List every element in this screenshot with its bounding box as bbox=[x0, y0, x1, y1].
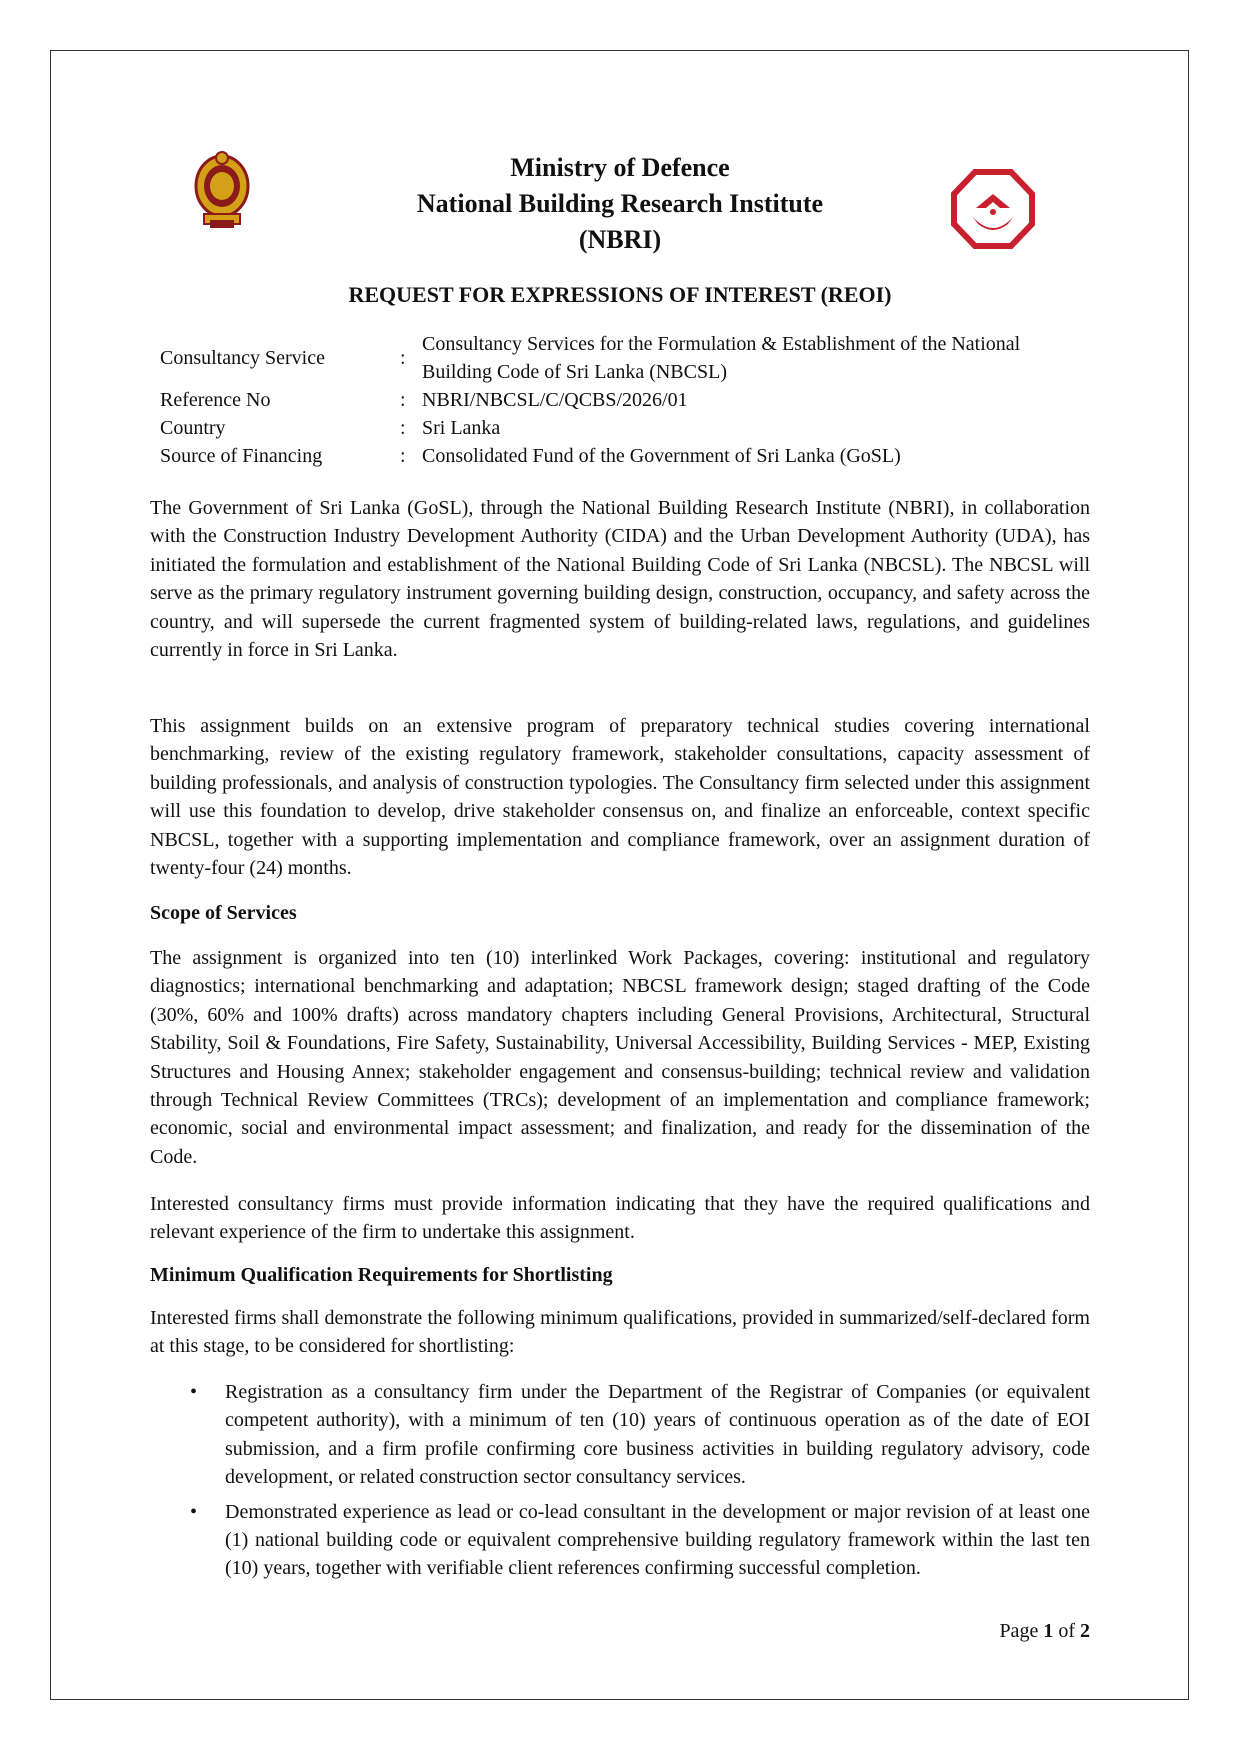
intro-paragraph: The Government of Sri Lanka (GoSL), through the National Building Research Institute (NBRI), in collaboration with the Construction Industry Development Authority (CIDA) and the Urban Development Authority (UDA), has initiated the formulation and establishment of the National Building Code of Sri Lanka (NBCSL). The NBCSL will serve as the primary regulatory instrument governing building design, construction, occupancy, and safety across the country, and will supersede the current fragmented system of building-related laws, regulations, and guidelines currently in force in Sri Lanka. bbox=[150, 497, 1090, 662]
info-value: Sri Lanka bbox=[422, 417, 501, 439]
info-row bbox=[150, 414, 1090, 442]
list-item-text: Registration as a consultancy firm under the Department of the Registrar of Companies (or equivalent competent authority), with a minimum of ten (10) years of continuous operation as of the date of EOI submission, and a firm profile confirming core business activities in building regulatory advisory, code development, or related construction sector consultancy services. bbox=[225, 1381, 1090, 1489]
reoi-info-table bbox=[150, 330, 1090, 470]
info-key: Country bbox=[160, 417, 226, 439]
scope-paragraph: The assignment is organized into ten (10) interlinked Work Packages, covering: institutional and regulatory diagnostics; international benchmarking and adaptation; NBCSL framework design; staged drafting of the Code (30%, 60% and 100% drafts) across mandatory chapters including General Provisions, Architectural, Structural Stability, Soil & Foundations, Fire Safety, Sustainability, Universal Accessibility, Building Services - MEP, Existing Structures and Housing Annex; stakeholder engagement and consensus-building; technical review and validation through Technical Review Committees (TRCs); development of an implementation and compliance framework; economic, social and environmental impact assessment; and finalization, and ready for the dissemination of the Code. bbox=[150, 947, 1090, 1168]
info-value: Consolidated Fund of the Government of Sri Lanka (GoSL) bbox=[422, 445, 901, 467]
info-row bbox=[150, 442, 1090, 470]
bullet-icon: • bbox=[190, 1381, 198, 1403]
interest-paragraph: Interested consultancy firms must provide information indicating that they have the required qualifications and relevant experience of the firm to undertake this assignment. bbox=[150, 1193, 1090, 1244]
institute-name: National Building Research Institute bbox=[416, 189, 824, 218]
nbri-logo-icon bbox=[950, 168, 1036, 255]
list-item-text: Demonstrated experience as lead or co-lead consultant in the development or major revision of at least one (1) national building code or equivalent comprehensive building regulatory framework within the last ten (10) years, together with verifiable client references confirming successful completion. bbox=[225, 1500, 1090, 1580]
page-prefix: Page bbox=[999, 1620, 1039, 1642]
letterhead-titles bbox=[150, 150, 1090, 258]
info-value: Consultancy Services for the Formulation & Establishment of the National Building Code of Sri Lanka (NBCSL) bbox=[422, 333, 1021, 383]
scope-heading: Scope of Services bbox=[150, 902, 297, 924]
qualification-intro: Interested firms shall demonstrate the following minimum qualifications, provided in summarized/self-declared form at this stage, to be considered for shortlisting: bbox=[150, 1307, 1090, 1358]
list-item bbox=[150, 1378, 1090, 1492]
info-separator: : bbox=[400, 347, 406, 369]
page-current: 1 bbox=[1043, 1620, 1054, 1642]
institute-acronym: (NBRI) bbox=[578, 225, 662, 254]
list-item bbox=[150, 1498, 1090, 1583]
qualification-list bbox=[150, 1378, 1090, 1589]
info-separator: : bbox=[400, 417, 406, 439]
info-separator: : bbox=[400, 445, 406, 467]
info-key: Source of Financing bbox=[160, 445, 323, 467]
info-separator: : bbox=[400, 389, 406, 411]
info-key: Consultancy Service bbox=[160, 347, 325, 369]
page-total: 2 bbox=[1080, 1620, 1090, 1642]
letterhead bbox=[150, 150, 1090, 270]
assignment-paragraph: This assignment builds on an extensive program of preparatory technical studies covering international benchmarking, review of the existing regulatory framework, stakeholder consultations, capacity assessment of building professionals, and analysis of construction typologies. The Consultancy firm selected under this assignment will use this foundation to develop, drive stakeholder consensus on, and finalize an enforceable, context specific NBCSL, together with a supporting implementation and compliance framework, over an assignment duration of twenty-four (24) months. bbox=[150, 715, 1090, 880]
bullet-icon: • bbox=[190, 1500, 198, 1523]
document-title: REQUEST FOR EXPRESSIONS OF INTEREST (REOI) bbox=[348, 282, 892, 307]
info-value: NBRI/NBCSL/C/QCBS/2026/01 bbox=[422, 389, 688, 411]
info-key: Reference No bbox=[160, 389, 271, 411]
page-number bbox=[150, 1620, 1090, 1643]
info-row bbox=[150, 386, 1090, 414]
page-of: of bbox=[1058, 1620, 1075, 1642]
info-row bbox=[150, 330, 1090, 386]
ministry-name: Ministry of Defence bbox=[510, 153, 730, 182]
qualification-heading: Minimum Qualification Requirements for Shortlisting bbox=[150, 1264, 613, 1286]
